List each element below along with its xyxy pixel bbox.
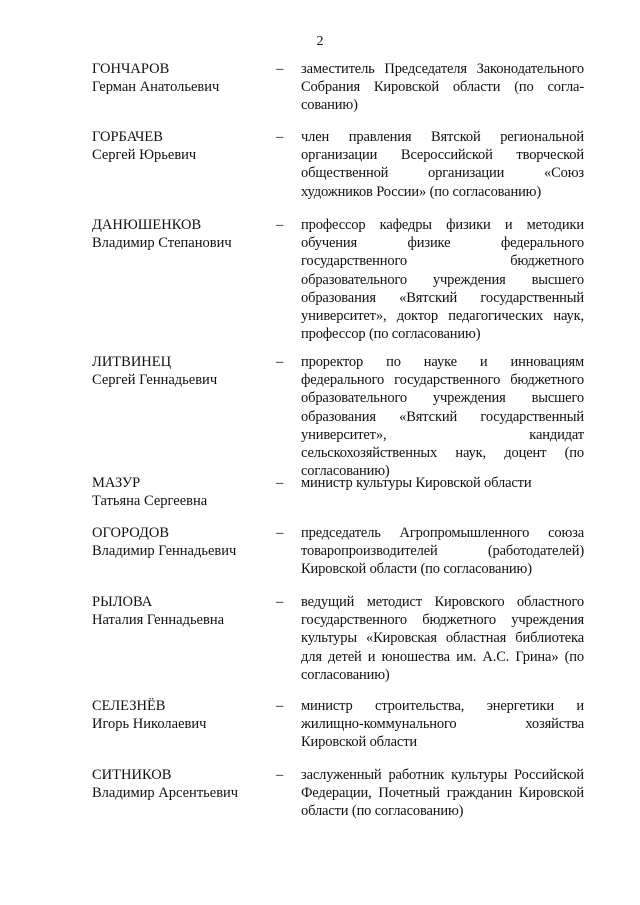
member-given-name: Владимир Степанович: [92, 235, 232, 251]
member-given-name: Сергей Геннадьевич: [92, 372, 218, 388]
member-dash: –: [276, 217, 284, 233]
member-dash: –: [276, 767, 284, 783]
member-surname: ДАНЮШЕНКОВ: [92, 217, 202, 233]
member-role: заместитель Председателя Законодательного Собрания Кировской области (по согла-сованию): [301, 61, 584, 114]
member-given-name: Владимир Арсентьевич: [92, 785, 239, 801]
member-role: председатель Агропромышленного союза товаропроизводителей (работодателей) Кировской области (по согласованию): [301, 525, 584, 578]
member-role: заслуженный работник культуры Российской Федерации, Почетный гражданин Кировской области (по согласованию): [301, 767, 584, 820]
member-given-name: Игорь Николаевич: [92, 716, 207, 732]
member-dash: –: [276, 594, 284, 610]
member-surname: СЕЛЕЗНЁВ: [92, 698, 166, 714]
member-role: проректор по науке и инновациям федерального государственного бюджетного образовательного учреждения высшего образования «Вятский государственный университет», кандидат сельскохозяйственных наук, доцент (по согласованию): [301, 354, 584, 480]
member-dash: –: [276, 129, 284, 145]
member-dash: –: [276, 525, 284, 541]
member-role: министр строительства, энергетики и жилищно-коммунального хозяйства Кировской области: [301, 698, 584, 751]
member-dash: –: [276, 475, 284, 491]
member-surname: МАЗУР: [92, 475, 141, 491]
member-role: профессор кафедры физики и методики обучения физике федерального государственного бюджетного образовательного учреждения высшего образования «Вятский государственный университет», доктор педагогических наук, профессор (по согласованию): [301, 217, 584, 343]
member-given-name: Герман Анатольевич: [92, 79, 220, 95]
member-role: ведущий методист Кировского областного государственного бюджетного учреждения культуры «Кировская областная библиотека для детей и юношества им. А.С. Грина» (по согласованию): [301, 594, 584, 683]
member-given-name: Наталия Геннадьевна: [92, 612, 225, 628]
member-given-name: Владимир Геннадьевич: [92, 543, 237, 559]
member-role: член правления Вятской региональной организации Всероссийской творческой общественной организации «Союз художников России» (по согласованию): [301, 129, 584, 200]
member-dash: –: [276, 354, 284, 370]
member-surname: ГОРБАЧЕВ: [92, 129, 163, 145]
member-surname: ЛИТВИНЕЦ: [92, 354, 172, 370]
member-dash: –: [276, 61, 284, 77]
member-surname: ГОНЧАРОВ: [92, 61, 170, 77]
member-dash: –: [276, 698, 284, 714]
member-given-name: Татьяна Сергеевна: [92, 493, 208, 509]
member-surname: ОГОРОДОВ: [92, 525, 169, 541]
member-role: министр культуры Кировской области: [301, 475, 532, 491]
member-given-name: Сергей Юрьевич: [92, 147, 197, 163]
member-surname: СИТНИКОВ: [92, 767, 172, 783]
member-surname: РЫЛОВА: [92, 594, 153, 610]
page-number: 2: [316, 34, 324, 49]
